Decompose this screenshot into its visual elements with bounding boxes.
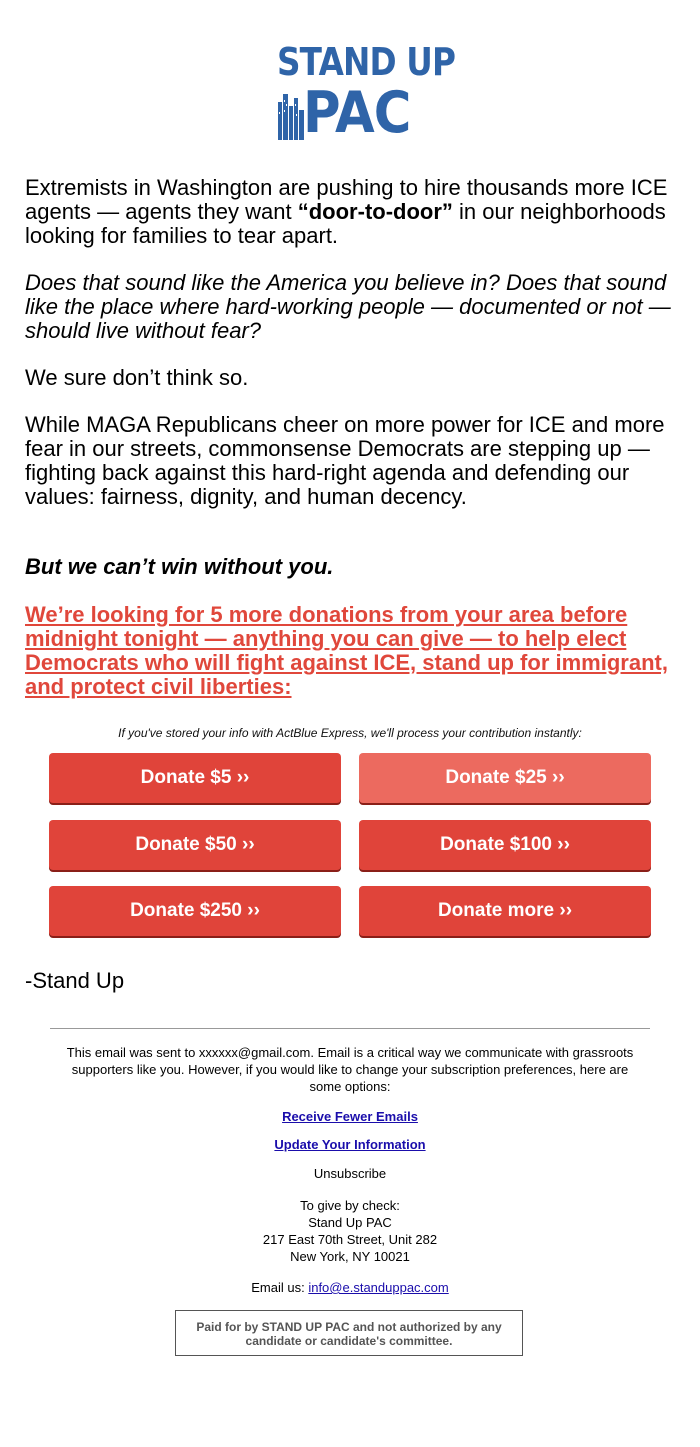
footer-divider	[50, 1028, 650, 1029]
update-information-link[interactable]: Update Your Information	[274, 1137, 426, 1152]
city-skyline-icon	[276, 90, 306, 140]
check-address-block	[60, 1197, 640, 1265]
donate-25-button[interactable]: Donate $25 ››	[359, 753, 651, 803]
intro-emphasis: “door-to-door”	[297, 199, 453, 224]
check-name: Stand Up PAC	[308, 1215, 392, 1230]
email-us-link[interactable]: info@e.standuppac.com	[308, 1280, 449, 1295]
actblue-note: If you've stored your info with ActBlue Express, we'll process your contribution instantly:	[118, 726, 582, 740]
intro-text-a: Extremists in Washington are pushing to hire thousands more ICE agents — agents they want	[25, 175, 668, 224]
check-label: To give by check:	[300, 1198, 400, 1213]
intro-text-c: in our neighborhoods looking for families to tear apart.	[25, 199, 666, 248]
cant-win-paragraph: But we can’t win without you.	[25, 554, 334, 579]
donate-250-button[interactable]: Donate $250 ››	[49, 886, 341, 936]
maga-paragraph: While MAGA Republicans cheer on more power for ICE and more fear in our streets, commonsense Democrats are stepping up — fighting back against this hard-right agenda and defending our values: fairness, dignity, and human decency.	[25, 412, 665, 509]
check-street: 217 East 70th Street, Unit 282	[262, 1232, 438, 1247]
email-us-line	[60, 1279, 640, 1296]
donate-5-button[interactable]: Donate $5 ››	[49, 753, 341, 803]
logo-line1: STAND UP	[277, 40, 456, 84]
donation-ask-link[interactable]: We’re looking for 5 more donations from your area before midnight tonight — anything you can give — to help elect Democrats who will fight against ICE, stand up for immigrant, and protect civil liberties:	[25, 602, 668, 699]
donate-100-button[interactable]: Donate $100 ››	[359, 820, 651, 870]
question-paragraph: Does that sound like the America you believe in? Does that sound like the place where hard-working people — documented or not — should live without fear?	[25, 270, 671, 343]
donate-50-button[interactable]: Donate $50 ››	[49, 820, 341, 870]
footer-sent-notice: This email was sent to xxxxxx@gmail.com. Email is a critical way we communicate with grassroots supporters like you. However, if you would like to change your subscription preferences, here are some options:	[66, 1045, 634, 1094]
paid-for-disclaimer: Paid for by STAND UP PAC and not authorized by any candidate or candidate's committee.	[175, 1310, 523, 1356]
logo-line2: PAC	[303, 80, 411, 146]
stand-up-pac-logo	[0, 40, 700, 146]
response-paragraph: We sure don’t think so.	[25, 365, 249, 390]
check-city: New York, NY 10021	[290, 1249, 410, 1264]
unsubscribe-link[interactable]: Unsubscribe	[313, 1166, 387, 1181]
donate-more-button[interactable]: Donate more ››	[359, 886, 651, 936]
intro-paragraph	[25, 176, 675, 248]
signoff: -Stand Up	[25, 968, 125, 993]
email-us-label: Email us:	[251, 1280, 309, 1295]
receive-fewer-emails-link[interactable]: Receive Fewer Emails	[282, 1109, 418, 1124]
